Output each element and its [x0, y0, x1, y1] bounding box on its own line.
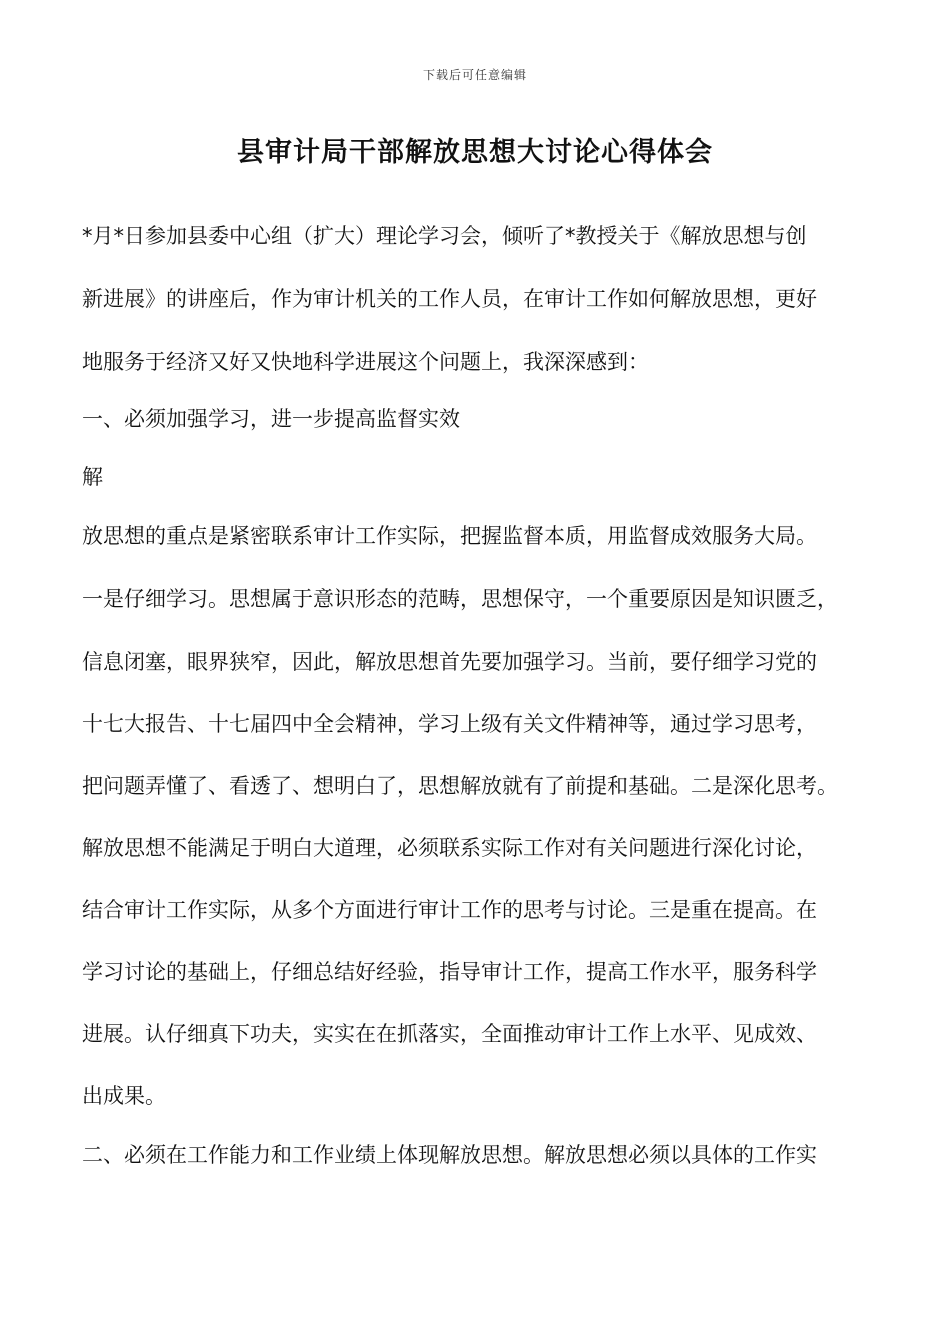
- body-line: 结合审计工作实际，从多个方面进行审计工作的思考与讨论。三是重在提高。在: [82, 898, 817, 922]
- body-line: 出成果。: [82, 1084, 166, 1108]
- document-title: 县审计局干部解放思想大讨论心得体会: [237, 137, 713, 168]
- body-line: *月*日参加县委中心组（扩大）理论学习会，倾听了*教授关于《解放思想与创: [82, 224, 807, 248]
- body-line: 放思想的重点是紧密联系审计工作实际，把握监督本质，用监督成效服务大局。: [82, 524, 817, 548]
- body-line: 信息闭塞，眼界狭窄，因此，解放思想首先要加强学习。当前，要仔细学习党的: [82, 650, 817, 674]
- body-line: 解放思想不能满足于明白大道理，必须联系实际工作对有关问题进行深化讨论，: [82, 836, 817, 860]
- body-line: 十七大报告、十七届四中全会精神，学习上级有关文件精神等，通过学习思考，: [82, 712, 817, 736]
- header-note: 下载后可任意编辑: [422, 68, 527, 82]
- section-heading: 一、必须加强学习，进一步提高监督实效: [82, 407, 460, 431]
- body-line: 一是仔细学习。思想属于意识形态的范畴，思想保守，一个重要原因是知识匮乏，: [82, 587, 838, 611]
- body-line: 解: [82, 465, 103, 489]
- body-line: 学习讨论的基础上，仔细总结好经验，指导审计工作，提高工作水平，服务科学: [82, 960, 817, 984]
- section-heading: 二、必须在工作能力和工作业绩上体现解放思想。解放思想必须以具体的工作实: [82, 1143, 817, 1167]
- body-line: 新进展》的讲座后，作为审计机关的工作人员，在审计工作如何解放思想，更好: [82, 287, 817, 311]
- body-line: 进展。认仔细真下功夫，实实在在抓落实，全面推动审计工作上水平、见成效、: [82, 1022, 817, 1046]
- body-line: 地服务于经济又好又快地科学进展这个问题上，我深深感到：: [82, 350, 649, 374]
- body-line: 把问题弄懂了、看透了、想明白了，思想解放就有了前提和基础。二是深化思考。: [82, 774, 838, 798]
